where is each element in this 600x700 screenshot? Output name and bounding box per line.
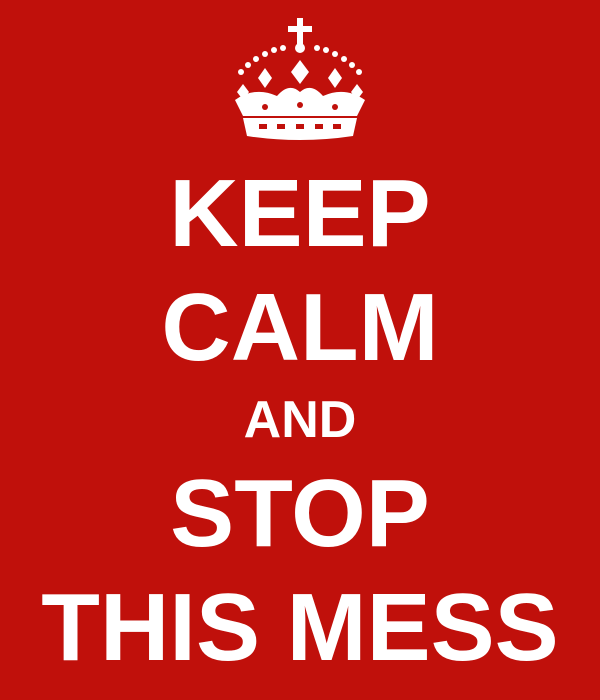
headline-line-4: STOP (170, 460, 430, 567)
crown-icon (225, 12, 375, 142)
headline-line-3: AND (243, 391, 357, 449)
headline-line-2: CALM (161, 274, 439, 381)
headline-line-5: THIS MESS (41, 574, 559, 681)
headline-line-1: KEEP (169, 160, 431, 267)
